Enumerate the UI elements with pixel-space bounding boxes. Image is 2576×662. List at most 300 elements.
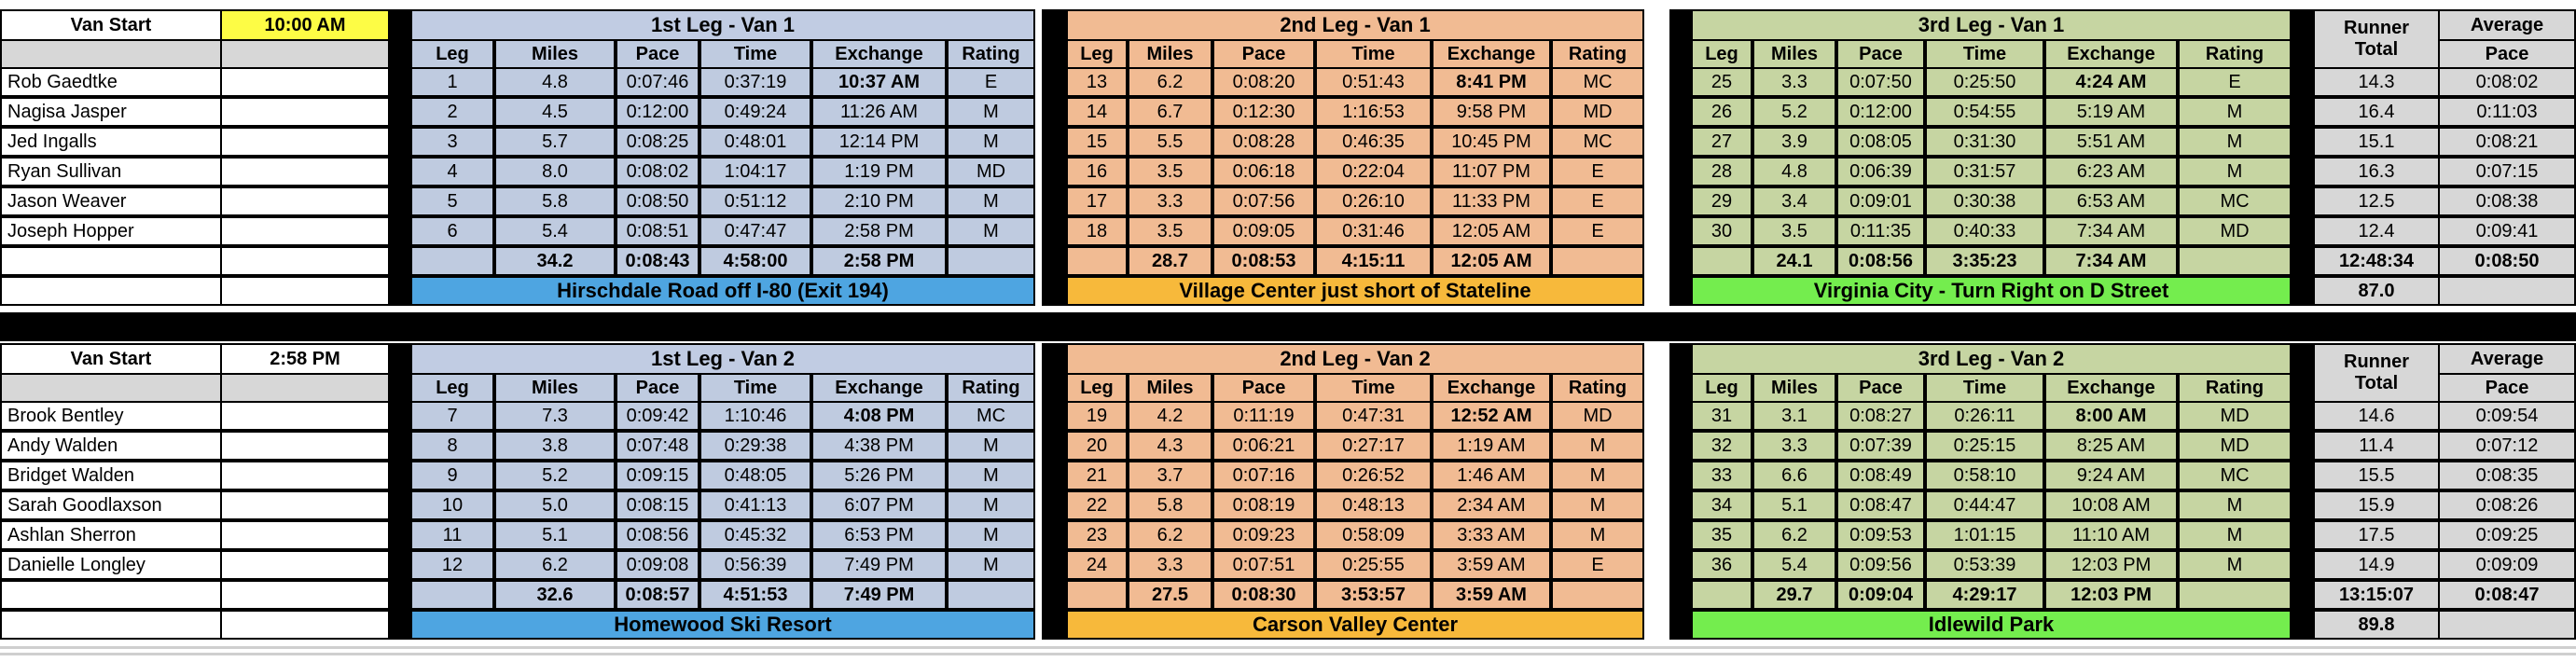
leg-cell-exchange[interactable]: 11:26 AM [811, 97, 947, 127]
leg-cell-pace[interactable]: 0:07:48 [616, 431, 699, 461]
leg-cell-pace[interactable]: 0:07:51 [1212, 550, 1315, 580]
leg-cell-rating[interactable]: E [1551, 550, 1644, 580]
leg-cell-leg[interactable]: 16 [1066, 157, 1128, 186]
leg-cell-leg[interactable]: 24 [1066, 550, 1128, 580]
leg-cell-pace[interactable]: 0:07:50 [1836, 67, 1925, 97]
leg-cell-leg[interactable]: 5 [410, 186, 494, 216]
total-miles: 87.0 [2313, 276, 2440, 306]
leg-cell-leg[interactable]: 6 [410, 216, 494, 246]
leg-cell-time[interactable]: 0:31:30 [1925, 127, 2044, 157]
leg-cell-exchange[interactable]: 8:25 AM [2044, 431, 2178, 461]
leg-cell-exchange[interactable]: 12:05 AM [1432, 216, 1551, 246]
leg-cell-leg[interactable]: 19 [1066, 401, 1128, 431]
blank-cell[interactable] [220, 401, 390, 431]
leg-total-miles: 28.7 [1128, 246, 1212, 276]
leg-cell-exchange[interactable]: 6:23 AM [2044, 157, 2178, 186]
leg-cell-time[interactable]: 0:45:32 [699, 520, 811, 550]
blank-cell [0, 580, 222, 610]
leg-cell-miles[interactable]: 5.1 [494, 520, 616, 550]
leg-cell-miles[interactable]: 4.2 [1128, 401, 1212, 431]
leg-cell-pace[interactable]: 0:11:19 [1212, 401, 1315, 431]
column-header-rating: Rating [2178, 39, 2292, 69]
leg-cell-exchange[interactable]: 1:46 AM [1432, 461, 1551, 490]
leg-cell-leg[interactable]: 22 [1066, 490, 1128, 520]
leg-cell-miles[interactable]: 6.7 [1128, 97, 1212, 127]
blank-cell[interactable] [220, 97, 390, 127]
leg-cell-time[interactable]: 0:58:09 [1315, 520, 1432, 550]
leg-cell-time[interactable]: 0:26:10 [1315, 186, 1432, 216]
leg-cell-pace[interactable]: 0:08:51 [616, 216, 699, 246]
leg-cell-rating[interactable]: M [947, 186, 1035, 216]
leg-cell-rating[interactable]: MD [947, 157, 1035, 186]
leg-cell-leg[interactable]: 3 [410, 127, 494, 157]
leg-cell-leg[interactable]: 4 [410, 157, 494, 186]
leg-cell-pace[interactable]: 0:08:56 [616, 520, 699, 550]
leg-cell-pace[interactable]: 0:08:20 [1212, 67, 1315, 97]
leg-total-time: 3:53:57 [1315, 580, 1432, 610]
blank-cell[interactable] [220, 550, 390, 580]
runner-name[interactable]: Brook Bentley [0, 401, 222, 431]
leg-cell-rating[interactable]: M [947, 550, 1035, 580]
leg-cell-leg[interactable]: 31 [1691, 401, 1752, 431]
leg-cell-exchange[interactable]: 10:45 PM [1432, 127, 1551, 157]
leg-cell-time[interactable]: 0:30:38 [1925, 186, 2044, 216]
leg-cell-leg[interactable]: 15 [1066, 127, 1128, 157]
blank-cell[interactable] [220, 216, 390, 246]
leg-cell-time[interactable]: 0:48:01 [699, 127, 811, 157]
leg-cell-rating[interactable]: M [1551, 490, 1644, 520]
leg-cell-rating[interactable]: MD [1551, 97, 1644, 127]
leg-cell-pace[interactable]: 0:12:00 [616, 97, 699, 127]
column-header-time: Time [1925, 39, 2044, 69]
average-pace-value: 0:08:02 [2438, 67, 2576, 97]
runner-total-value: 16.3 [2313, 157, 2440, 186]
leg-cell-rating[interactable]: MD [2178, 401, 2292, 431]
leg-cell-time[interactable]: 0:26:11 [1925, 401, 2044, 431]
leg-cell-exchange[interactable]: 4:38 PM [811, 431, 947, 461]
leg-cell-pace[interactable]: 0:12:30 [1212, 97, 1315, 127]
leg-cell-rating[interactable]: M [2178, 490, 2292, 520]
leg-cell-rating[interactable]: M [947, 431, 1035, 461]
leg-cell-exchange[interactable]: 10:37 AM [811, 67, 947, 97]
leg-cell-exchange[interactable]: 5:26 PM [811, 461, 947, 490]
leg-cell-leg[interactable]: 23 [1066, 520, 1128, 550]
leg-cell-exchange[interactable]: 11:07 PM [1432, 157, 1551, 186]
blank-cell[interactable] [220, 67, 390, 97]
leg-total-time: 4:58:00 [699, 246, 811, 276]
leg-cell-time[interactable]: 0:49:24 [699, 97, 811, 127]
column-header-time: Time [1925, 373, 2044, 403]
leg-total-miles: 34.2 [494, 246, 616, 276]
runner-name[interactable]: Danielle Longley [0, 550, 222, 580]
leg-cell-exchange[interactable]: 8:41 PM [1432, 67, 1551, 97]
leg-cell-miles[interactable]: 5.4 [494, 216, 616, 246]
leg-cell-time[interactable]: 0:46:35 [1315, 127, 1432, 157]
runner-total-value: 12.5 [2313, 186, 2440, 216]
leg-cell-leg[interactable]: 28 [1691, 157, 1752, 186]
leg-cell-exchange[interactable]: 12:52 AM [1432, 401, 1551, 431]
leg-cell-pace[interactable]: 0:08:19 [1212, 490, 1315, 520]
van-start-time[interactable]: 10:00 AM [220, 9, 390, 41]
leg-cell-pace[interactable]: 0:09:05 [1212, 216, 1315, 246]
exchange-location: Homewood Ski Resort [410, 610, 1035, 640]
leg-cell-exchange[interactable]: 12:03 PM [2044, 550, 2178, 580]
column-header-leg: Leg [1691, 39, 1752, 69]
leg-total-leg [1066, 580, 1128, 610]
leg-cell-miles[interactable]: 5.4 [1752, 550, 1836, 580]
leg-cell-pace[interactable]: 0:12:00 [1836, 97, 1925, 127]
leg-cell-miles[interactable]: 3.5 [1128, 216, 1212, 246]
leg-cell-miles[interactable]: 6.2 [1128, 67, 1212, 97]
leg-cell-time[interactable]: 1:04:17 [699, 157, 811, 186]
leg-cell-time[interactable]: 0:48:13 [1315, 490, 1432, 520]
leg-cell-miles[interactable]: 3.5 [1752, 216, 1836, 246]
leg-total-pace: 0:09:04 [1836, 580, 1925, 610]
leg-cell-leg[interactable]: 21 [1066, 461, 1128, 490]
leg-cell-rating[interactable]: MD [2178, 216, 2292, 246]
leg-cell-rating[interactable]: M [1551, 520, 1644, 550]
blank-cell[interactable] [220, 157, 390, 186]
leg-cell-pace[interactable]: 0:06:39 [1836, 157, 1925, 186]
blank-cell[interactable] [220, 461, 390, 490]
leg-cell-exchange[interactable]: 7:49 PM [811, 550, 947, 580]
leg-cell-exchange[interactable]: 3:59 AM [1432, 550, 1551, 580]
leg-cell-miles[interactable]: 3.3 [1128, 550, 1212, 580]
column-separator [1669, 9, 1693, 306]
leg-cell-time[interactable]: 0:31:57 [1925, 157, 2044, 186]
leg-cell-pace[interactable]: 0:09:42 [616, 401, 699, 431]
leg-cell-miles[interactable]: 4.3 [1128, 431, 1212, 461]
leg-cell-pace[interactable]: 0:07:56 [1212, 186, 1315, 216]
runner-name[interactable]: Bridget Walden [0, 461, 222, 490]
leg-cell-pace[interactable]: 0:08:28 [1212, 127, 1315, 157]
leg-cell-time[interactable]: 0:25:55 [1315, 550, 1432, 580]
runner-total-header: Runner Total [2313, 343, 2440, 403]
leg-cell-exchange[interactable]: 9:58 PM [1432, 97, 1551, 127]
leg-cell-miles[interactable]: 3.3 [1128, 186, 1212, 216]
leg-cell-exchange[interactable]: 3:33 AM [1432, 520, 1551, 550]
column-header-miles: Miles [494, 373, 616, 403]
leg-cell-leg[interactable]: 30 [1691, 216, 1752, 246]
blank-cell [0, 39, 222, 69]
leg-cell-leg[interactable]: 17 [1066, 186, 1128, 216]
leg-total-pace: 0:08:57 [616, 580, 699, 610]
leg-cell-pace[interactable]: 0:08:05 [1836, 127, 1925, 157]
leg-cell-time[interactable]: 1:01:15 [1925, 520, 2044, 550]
leg-cell-rating[interactable]: E [1551, 186, 1644, 216]
leg-cell-exchange[interactable]: 1:19 PM [811, 157, 947, 186]
leg-cell-miles[interactable]: 8.0 [494, 157, 616, 186]
leg-cell-time[interactable]: 0:58:10 [1925, 461, 2044, 490]
leg-cell-miles[interactable]: 3.9 [1752, 127, 1836, 157]
grid-line [0, 653, 2576, 655]
column-header-pace: Pace [1212, 373, 1315, 403]
exchange-location: Carson Valley Center [1066, 610, 1644, 640]
leg-cell-time[interactable]: 0:25:15 [1925, 431, 2044, 461]
column-header-rating: Rating [1551, 373, 1644, 403]
leg-cell-miles[interactable]: 3.5 [1128, 157, 1212, 186]
leg-cell-rating[interactable]: M [947, 461, 1035, 490]
leg-cell-rating[interactable]: M [947, 216, 1035, 246]
leg-cell-rating[interactable]: MC [1551, 67, 1644, 97]
runner-name[interactable]: Jason Weaver [0, 186, 222, 216]
leg-total-time: 4:51:53 [699, 580, 811, 610]
runner-name[interactable]: Jed Ingalls [0, 127, 222, 157]
leg-cell-miles[interactable]: 5.8 [494, 186, 616, 216]
leg-cell-pace[interactable]: 0:09:53 [1836, 520, 1925, 550]
blank-cell[interactable] [220, 520, 390, 550]
column-separator [2288, 343, 2314, 640]
column-header-pace: Pace [1212, 39, 1315, 69]
leg-cell-rating[interactable]: M [2178, 127, 2292, 157]
runner-name[interactable]: Rob Gaedtke [0, 67, 222, 97]
leg-cell-rating[interactable]: MC [1551, 127, 1644, 157]
leg-cell-miles[interactable]: 3.8 [494, 431, 616, 461]
leg-cell-exchange[interactable]: 6:07 PM [811, 490, 947, 520]
leg-cell-leg[interactable]: 18 [1066, 216, 1128, 246]
leg-cell-miles[interactable]: 3.1 [1752, 401, 1836, 431]
leg-cell-time[interactable]: 0:47:47 [699, 216, 811, 246]
van-start-label: Van Start [0, 9, 222, 41]
grand-average-pace: 0:08:47 [2438, 580, 2576, 610]
runner-total-value: 14.9 [2313, 550, 2440, 580]
leg-cell-miles[interactable]: 5.8 [1128, 490, 1212, 520]
leg-cell-exchange[interactable]: 1:19 AM [1432, 431, 1551, 461]
leg-cell-exchange[interactable]: 11:10 AM [2044, 520, 2178, 550]
blank-cell [220, 39, 390, 69]
leg-cell-time[interactable]: 0:37:19 [699, 67, 811, 97]
leg-cell-pace[interactable]: 0:09:08 [616, 550, 699, 580]
blank-cell[interactable] [220, 431, 390, 461]
runner-name[interactable]: Ashlan Sherron [0, 520, 222, 550]
leg-cell-time[interactable]: 0:27:17 [1315, 431, 1432, 461]
column-header-rating: Rating [947, 373, 1035, 403]
leg-cell-leg[interactable]: 1 [410, 67, 494, 97]
leg-cell-pace[interactable]: 0:08:25 [616, 127, 699, 157]
leg-total-leg [410, 246, 494, 276]
leg-cell-time[interactable]: 0:54:55 [1925, 97, 2044, 127]
leg-cell-time[interactable]: 0:44:47 [1925, 490, 2044, 520]
runner-name[interactable]: Joseph Hopper [0, 216, 222, 246]
leg-cell-rating[interactable]: MD [2178, 431, 2292, 461]
leg-cell-rating[interactable]: M [947, 97, 1035, 127]
leg-cell-time[interactable]: 0:53:39 [1925, 550, 2044, 580]
leg-cell-rating[interactable]: MC [947, 401, 1035, 431]
leg-cell-exchange[interactable]: 5:19 AM [2044, 97, 2178, 127]
runner-total-value: 15.9 [2313, 490, 2440, 520]
leg-cell-exchange[interactable]: 11:33 PM [1432, 186, 1551, 216]
leg-cell-miles[interactable]: 6.2 [1128, 520, 1212, 550]
leg-cell-pace[interactable]: 0:07:16 [1212, 461, 1315, 490]
leg-cell-pace[interactable]: 0:08:27 [1836, 401, 1925, 431]
leg-total-rating [2178, 580, 2292, 610]
blank-cell [0, 610, 222, 640]
leg-total-exchange: 12:03 PM [2044, 580, 2178, 610]
leg-cell-time[interactable]: 0:26:52 [1315, 461, 1432, 490]
leg-cell-miles[interactable]: 3.3 [1752, 67, 1836, 97]
leg-cell-rating[interactable]: E [2178, 67, 2292, 97]
leg-cell-exchange[interactable]: 12:14 PM [811, 127, 947, 157]
leg-cell-miles[interactable]: 5.2 [1752, 97, 1836, 127]
leg-cell-rating[interactable]: M [2178, 520, 2292, 550]
leg-cell-leg[interactable]: 2 [410, 97, 494, 127]
leg-cell-time[interactable]: 0:31:46 [1315, 216, 1432, 246]
leg-cell-leg[interactable]: 34 [1691, 490, 1752, 520]
leg-cell-pace[interactable]: 0:08:15 [616, 490, 699, 520]
leg-cell-leg[interactable]: 26 [1691, 97, 1752, 127]
leg-cell-leg[interactable]: 36 [1691, 550, 1752, 580]
leg-cell-leg[interactable]: 12 [410, 550, 494, 580]
leg-total-miles: 29.7 [1752, 580, 1836, 610]
leg-cell-leg[interactable]: 33 [1691, 461, 1752, 490]
leg-cell-miles[interactable]: 5.2 [494, 461, 616, 490]
leg-cell-exchange[interactable]: 2:34 AM [1432, 490, 1551, 520]
leg-total-exchange: 2:58 PM [811, 246, 947, 276]
leg-cell-time[interactable]: 1:16:53 [1315, 97, 1432, 127]
leg-cell-leg[interactable]: 11 [410, 520, 494, 550]
leg-cell-time[interactable]: 0:56:39 [699, 550, 811, 580]
leg-cell-miles[interactable]: 5.7 [494, 127, 616, 157]
runner-name[interactable]: Sarah Goodlaxson [0, 490, 222, 520]
runner-name[interactable]: Nagisa Jasper [0, 97, 222, 127]
leg-cell-leg[interactable]: 35 [1691, 520, 1752, 550]
leg-cell-leg[interactable]: 9 [410, 461, 494, 490]
leg-cell-exchange[interactable]: 8:00 AM [2044, 401, 2178, 431]
leg-cell-rating[interactable]: M [1551, 431, 1644, 461]
leg-cell-exchange[interactable]: 4:24 AM [2044, 67, 2178, 97]
leg-cell-pace[interactable]: 0:06:18 [1212, 157, 1315, 186]
leg-cell-miles[interactable]: 3.3 [1752, 431, 1836, 461]
leg-cell-pace[interactable]: 0:09:23 [1212, 520, 1315, 550]
leg-cell-exchange[interactable]: 6:53 AM [2044, 186, 2178, 216]
column-header-miles: Miles [1752, 373, 1836, 403]
leg-cell-miles[interactable]: 7.3 [494, 401, 616, 431]
blank-cell[interactable] [220, 127, 390, 157]
leg-cell-time[interactable]: 0:41:13 [699, 490, 811, 520]
leg-cell-miles[interactable]: 6.2 [494, 550, 616, 580]
leg-cell-leg[interactable]: 25 [1691, 67, 1752, 97]
leg-cell-leg[interactable]: 32 [1691, 431, 1752, 461]
leg-cell-miles[interactable]: 3.4 [1752, 186, 1836, 216]
leg-cell-pace[interactable]: 0:09:56 [1836, 550, 1925, 580]
leg-total-time: 4:15:11 [1315, 246, 1432, 276]
leg-cell-rating[interactable]: E [1551, 157, 1644, 186]
leg-total-miles: 27.5 [1128, 580, 1212, 610]
leg-cell-rating[interactable]: M [2178, 550, 2292, 580]
leg-total-miles: 32.6 [494, 580, 616, 610]
leg-cell-leg[interactable]: 14 [1066, 97, 1128, 127]
leg-cell-miles[interactable]: 4.8 [494, 67, 616, 97]
leg-cell-leg[interactable]: 27 [1691, 127, 1752, 157]
leg-cell-exchange[interactable]: 7:34 AM [2044, 216, 2178, 246]
leg-cell-exchange[interactable]: 6:53 PM [811, 520, 947, 550]
blank-cell[interactable] [220, 490, 390, 520]
runner-total-value: 17.5 [2313, 520, 2440, 550]
leg-cell-exchange[interactable]: 4:08 PM [811, 401, 947, 431]
leg-cell-pace[interactable]: 0:08:49 [1836, 461, 1925, 490]
leg-cell-pace[interactable]: 0:09:01 [1836, 186, 1925, 216]
leg-cell-rating[interactable]: E [947, 67, 1035, 97]
leg-cell-rating[interactable]: MC [2178, 186, 2292, 216]
column-header-time: Time [699, 39, 811, 69]
leg-cell-exchange[interactable]: 9:24 AM [2044, 461, 2178, 490]
leg-cell-rating[interactable]: M [947, 490, 1035, 520]
leg-cell-leg[interactable]: 10 [410, 490, 494, 520]
leg-cell-time[interactable]: 0:48:05 [699, 461, 811, 490]
leg-cell-leg[interactable]: 29 [1691, 186, 1752, 216]
leg-cell-miles[interactable]: 5.0 [494, 490, 616, 520]
leg-total-rating [947, 580, 1035, 610]
leg-cell-exchange[interactable]: 10:08 AM [2044, 490, 2178, 520]
leg-cell-miles[interactable]: 6.6 [1752, 461, 1836, 490]
blank-cell[interactable] [220, 186, 390, 216]
leg-total-exchange: 3:59 AM [1432, 580, 1551, 610]
leg-cell-miles[interactable]: 6.2 [1752, 520, 1836, 550]
leg-cell-pace[interactable]: 0:08:47 [1836, 490, 1925, 520]
leg-cell-time[interactable]: 0:51:43 [1315, 67, 1432, 97]
leg-total-exchange: 7:34 AM [2044, 246, 2178, 276]
leg-cell-rating[interactable]: M [2178, 157, 2292, 186]
runner-name[interactable]: Ryan Sullivan [0, 157, 222, 186]
leg-cell-rating[interactable]: M [947, 127, 1035, 157]
leg-cell-pace[interactable]: 0:07:39 [1836, 431, 1925, 461]
leg-cell-time[interactable]: 0:29:38 [699, 431, 811, 461]
leg-cell-leg[interactable]: 20 [1066, 431, 1128, 461]
average-header: Average [2438, 343, 2576, 375]
leg-cell-miles[interactable]: 5.5 [1128, 127, 1212, 157]
exchange-location: Virginia City - Turn Right on D Street [1691, 276, 2292, 306]
leg-cell-pace[interactable]: 0:11:35 [1836, 216, 1925, 246]
leg-cell-miles[interactable]: 4.5 [494, 97, 616, 127]
leg-cell-time[interactable]: 1:10:46 [699, 401, 811, 431]
leg-cell-miles[interactable]: 4.8 [1752, 157, 1836, 186]
leg-cell-exchange[interactable]: 2:58 PM [811, 216, 947, 246]
leg-cell-miles[interactable]: 5.1 [1752, 490, 1836, 520]
column-header-rating: Rating [1551, 39, 1644, 69]
leg-cell-pace[interactable]: 0:06:21 [1212, 431, 1315, 461]
van-start-time[interactable]: 2:58 PM [220, 343, 390, 375]
leg-cell-leg[interactable]: 7 [410, 401, 494, 431]
leg-cell-pace[interactable]: 0:09:15 [616, 461, 699, 490]
leg-cell-time[interactable]: 0:51:12 [699, 186, 811, 216]
leg-cell-rating[interactable]: MD [1551, 401, 1644, 431]
leg-cell-miles[interactable]: 3.7 [1128, 461, 1212, 490]
leg-cell-pace[interactable]: 0:08:50 [616, 186, 699, 216]
runner-name[interactable]: Andy Walden [0, 431, 222, 461]
leg-cell-exchange[interactable]: 5:51 AM [2044, 127, 2178, 157]
blank-cell [220, 246, 390, 276]
leg-cell-rating[interactable]: MC [2178, 461, 2292, 490]
leg-cell-pace[interactable]: 0:07:46 [616, 67, 699, 97]
leg-cell-leg[interactable]: 8 [410, 431, 494, 461]
leg-cell-time[interactable]: 0:25:50 [1925, 67, 2044, 97]
column-header-miles: Miles [1752, 39, 1836, 69]
leg-cell-rating[interactable]: M [1551, 461, 1644, 490]
leg-cell-time[interactable]: 0:47:31 [1315, 401, 1432, 431]
leg-cell-time[interactable]: 0:22:04 [1315, 157, 1432, 186]
leg-total-miles: 24.1 [1752, 246, 1836, 276]
leg-cell-exchange[interactable]: 2:10 PM [811, 186, 947, 216]
leg-cell-rating[interactable]: E [1551, 216, 1644, 246]
leg-cell-time[interactable]: 0:40:33 [1925, 216, 2044, 246]
average-pace-value: 0:09:41 [2438, 216, 2576, 246]
leg-cell-leg[interactable]: 13 [1066, 67, 1128, 97]
leg-cell-rating[interactable]: M [947, 520, 1035, 550]
leg-cell-pace[interactable]: 0:08:02 [616, 157, 699, 186]
leg-cell-rating[interactable]: M [2178, 97, 2292, 127]
blank-cell [2438, 610, 2576, 640]
average-pace-value: 0:08:21 [2438, 127, 2576, 157]
